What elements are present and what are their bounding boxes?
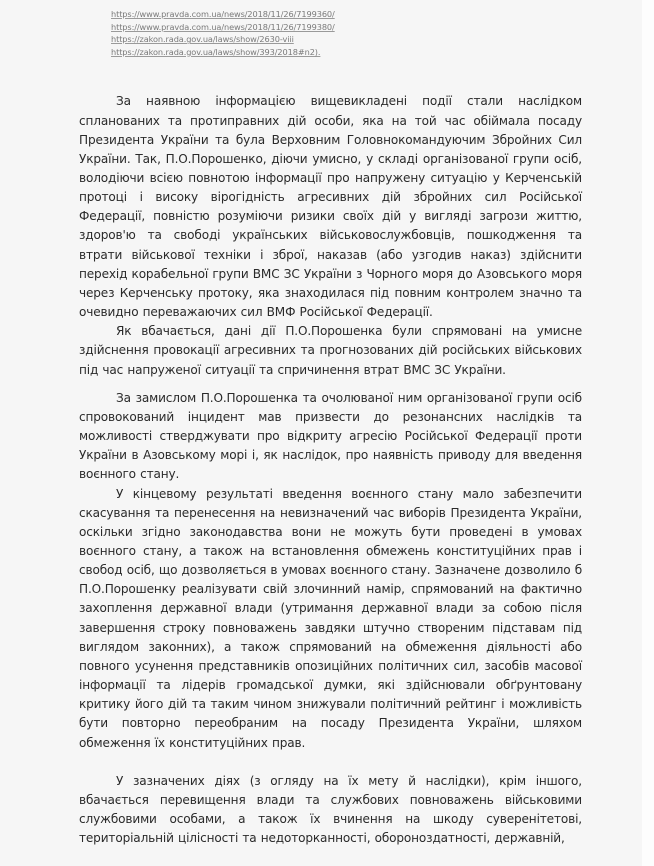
page-edge	[642, 0, 654, 866]
paragraph-abuse-of-power: У зазначених діях (з огляду на їх мету й наслідки), крім іншого, вбачається перевищення влади та службових повноважень військовими службовими особами, а також їх вчинення на шкоду суверенітетові, територіальній цілісності та недоторканності, обороноздатності, державній,	[79, 773, 582, 846]
paragraph-provocation: Як вбачається, дані дії П.О.Порошенка були спрямовані на умисне здійснення провокації агресивних та прогнозованих дій російських військових під час напруженої ситуації та спричинення втрат ВМС ЗС України.	[79, 324, 582, 377]
reference-link[interactable]: https://zakon.rada.gov.ua/laws/show/2630-viii	[111, 34, 294, 45]
reference-links	[111, 8, 582, 58]
paragraph-planned-actions: За наявною інформацією вищевикладені події стали наслідком спланованих та протиправних дій особи, яка на той час обіймала посаду Президента України та була Верховним Головнокомандуючим Збройних Сил України. Так, П.О.Порошенко, діючи умисно, у складі організованої групи осіб, володіючи всією повнотою інформації про напружену ситуацію у Керченській протоці і високу вірогідність агресивних дій збройних сил Російської Федерації, повністю розуміючи ризики своїх дій у вигляді загрози життю, здоров'ю та свободі українських військовослужбовців, пошкодження та втрати військової техніки і зброї, наказав (або узгодив наказ) здійснити перехід корабельної групи ВМС ЗС України з Чорного моря до Азовського моря через Керченську протоку, яка знаходилася під повним контролем значно та очевидно переважаючих сил ВМФ Російської Федерації.	[79, 94, 582, 320]
document-body	[79, 8, 582, 848]
paragraph-intent: За замислом П.О.Порошенка та очолюваної ним організованої групи осіб спровокований інцидент мав призвести до резонансних наслідків та можливості стверджувати про відкриту агресію Російської Федерації проти України в Азовському морі і, як наслідок, про наявність приводу для введення воєнного стану.	[79, 390, 582, 482]
reference-link[interactable]: https://zakon.rada.gov.ua/laws/show/393/2018#n2).	[111, 46, 321, 57]
reference-link[interactable]: https://www.pravda.com.ua/news/2018/11/26/7199380/	[111, 21, 335, 32]
reference-link[interactable]: https://www.pravda.com.ua/news/2018/11/26/7199360/	[111, 9, 335, 19]
paragraph-martial-law: У кінцевому результаті введення воєнного стану мало забезпечити скасування та перенесення на невизначений час виборів Президента України, оскільки згідно законодавства вони не можуть бути проведені в умовах воєнного стану, а також на встановлення обмежень конституційних прав і свобод осіб, що дозволяється в умовах воєнного стану. Зазначене дозволило б П.О.Порошенку реалізувати свій злочинний намір, спрямований на фактично захоплення державної влади (утримання державної влади за собою після завершення строку повноважень завдяки штучно створеним підставам під виглядом законних), а також спрямований на обмеження діяльності або повного усунення представників опозиційних політичних сил, засобів масової інформації та лідерів громадської думки, які здійснювали обґрунтовану критику його дій та таким чином знижували політичний рейтинг і можливість бути повторно переобраним на посаду Президента України, шляхом обмеження їх конституційних прав.	[79, 486, 582, 750]
